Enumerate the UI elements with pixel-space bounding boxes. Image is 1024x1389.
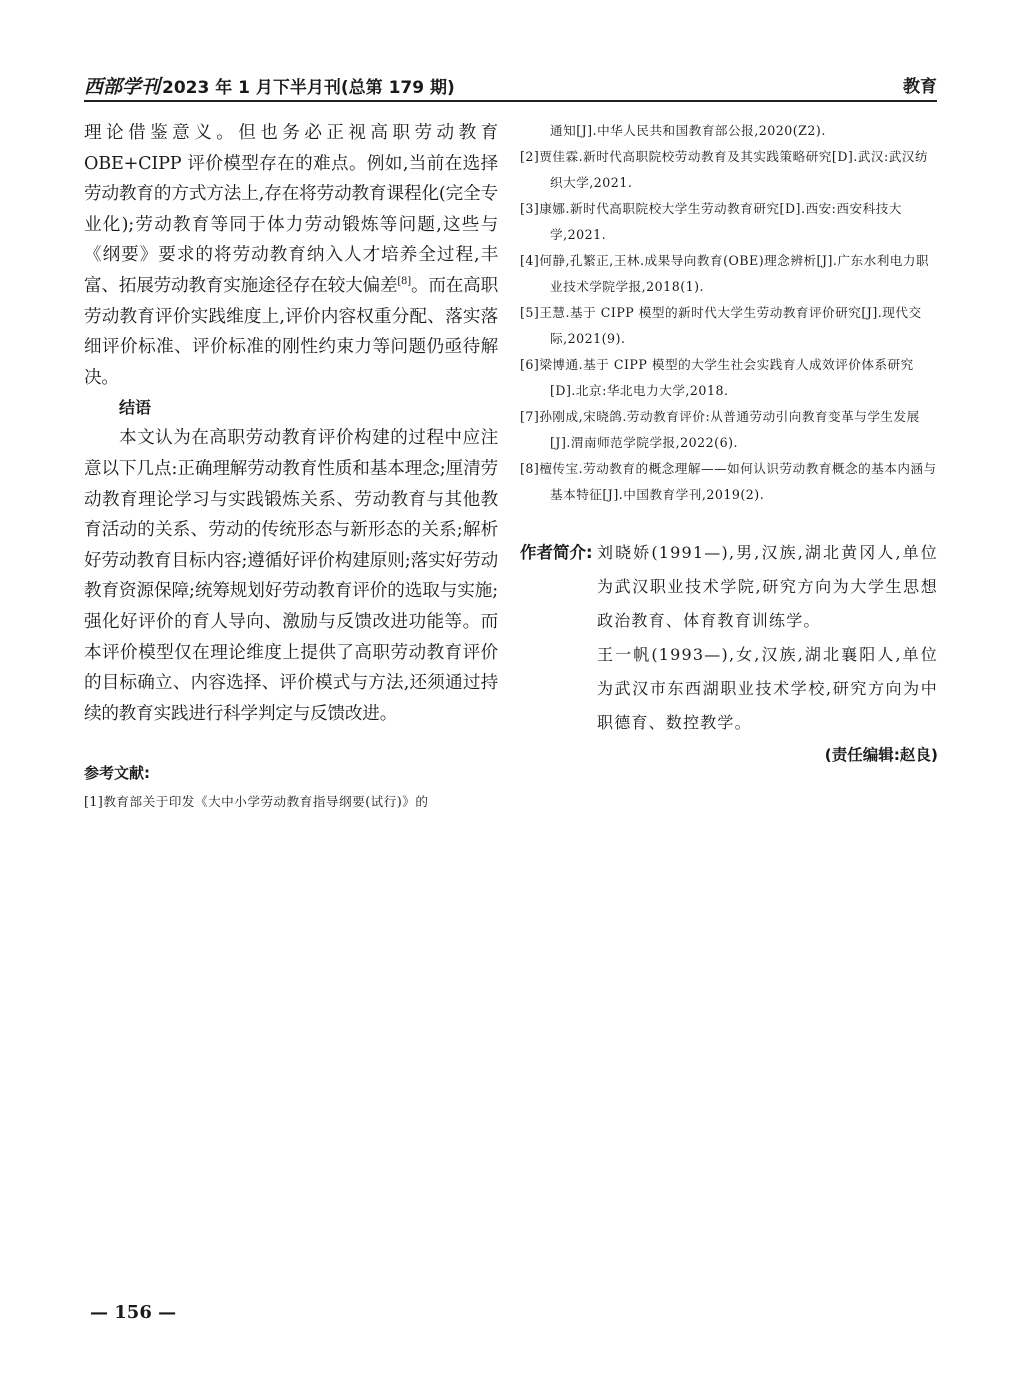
reference-5: [5]王慧.基于 CIPP 模型的新时代大学生劳动教育评价研究[J].现代交际,2021(9).	[520, 305, 922, 346]
reference-1-continued: 通知[J].中华人民共和国教育部公报,2020(Z2).	[550, 123, 826, 138]
references-title: 参考文献:	[84, 764, 150, 783]
reference-3: [3]康娜.新时代高职院校大学生劳动教育研究[D].西安:西安科技大学,2021.	[520, 201, 902, 242]
reference-2: [2]贾佳霖.新时代高职院校劳动教育及其实践策略研究[D].武汉:武汉纺织大学,2021.	[520, 149, 929, 190]
author-2: 王一帆(1993—),女,汉族,湖北襄阳人,单位为武汉市东西湖职业技术学校,研究方向为中职德育、数控教学。	[597, 645, 938, 732]
conclusion-heading: 结语	[119, 398, 152, 418]
issue-info: 2023 年 1 月下半月刊(总第 179 期)	[162, 78, 455, 98]
reference-6: [6]梁博通.基于 CIPP 模型的大学生社会实践育人成效评价体系研究[D].北京:华北电力大学,2018.	[520, 357, 914, 398]
reference-1: [1]教育部关于印发《大中小学劳动教育指导纲要(试行)》的	[84, 794, 429, 810]
reference-8: [8]檀传宝.劳动教育的概念理解——如何认识劳动教育概念的基本内涵与基本特征[J].中国教育学刊,2019(2).	[520, 461, 937, 502]
body-paragraph-1	[84, 118, 498, 393]
journal-logo: 西部学刊	[84, 76, 161, 98]
page-number: — 156 —	[90, 1302, 177, 1323]
paragraph-1-text: 理论借鉴意义。但也务必正视高职劳动教育 OBE+CIPP 评价模型存在的难点。例如,当前在选择劳动教育的方式方法上,存在将劳动教育课程化(完全专业化);劳动教育等同于体力劳动锻炼等问题,这些与《纲要》要求的将劳动教育纳入人才培养全过程,丰富、拓展劳动教育实施途径存在较大偏差	[84, 123, 498, 296]
section-name: 教育	[903, 77, 937, 97]
reference-4: [4]何静,孔繁正,王林.成果导向教育(OBE)理念辨析[J].广东水利电力职业技术学院学报,2018(1).	[520, 253, 930, 294]
citation-8: [8]	[397, 276, 411, 288]
author-label: 作者简介:	[520, 543, 593, 562]
page-header	[84, 70, 937, 102]
author-info	[520, 536, 938, 740]
reference-7: [7]孙刚成,宋晓鸽.劳动教育评价:从普通劳动引向教育变革与学生发展[J].渭南师范学院学报,2022(6).	[520, 409, 920, 450]
body-paragraph-2: 本文认为在高职劳动教育评价构建的过程中应注意以下几点:正确理解劳动教育性质和基本理念;厘清劳动教育理论学习与实践锻炼关系、劳动教育与其他教育活动的关系、劳动的传统形态与新形态的关系;解析好劳动教育目标内容;遵循好评价构建原则;落实好劳动教育资源保障;统筹规划好劳动教育评价的选取与实施;强化好评价的育人导向、激励与反馈改进功能等。而本评价模型仅在理论维度上提供了高职劳动教育评价的目标确立、内容选择、评价模式与方法,还须通过持续的教育实践进行科学判定与反馈改进。	[84, 428, 498, 724]
responsible-editor: (责任编辑:赵良)	[824, 746, 938, 764]
paragraph-1-tail: 。而在高职劳动教育评价实践维度上,评价内容权重分配、落实落细评价标准、评价标准的刚性约束力等问题仍亟待解决。	[84, 275, 498, 388]
author-1: 刘晓娇(1991—),男,汉族,湖北黄冈人,单位为武汉职业技术学院,研究方向为大学生思想政治教育、体育教育训练学。	[597, 543, 938, 630]
right-column	[520, 118, 938, 770]
left-column	[84, 118, 498, 815]
journal-info	[84, 72, 455, 99]
